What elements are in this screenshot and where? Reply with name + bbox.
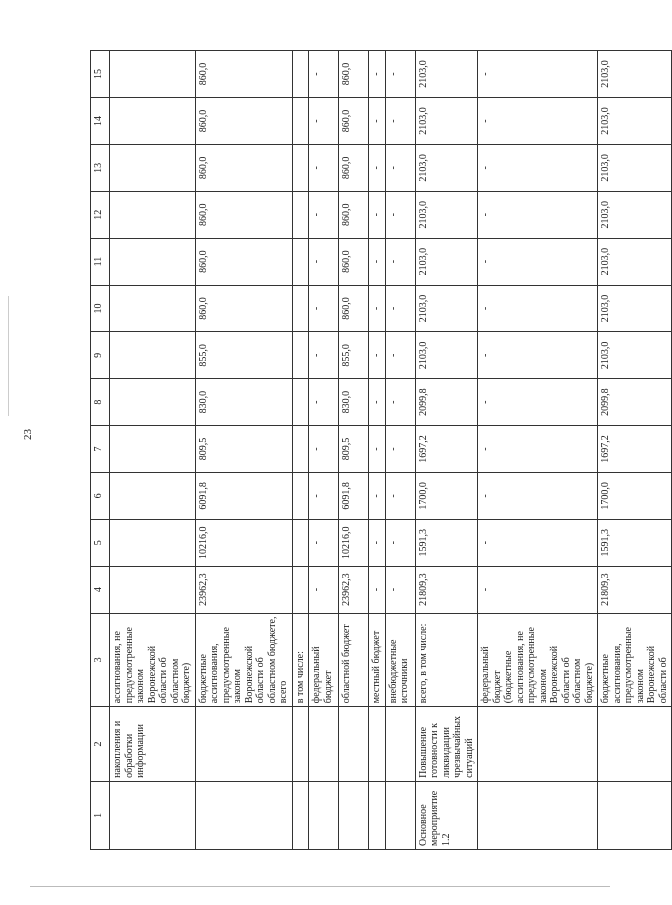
value-cell: - (478, 98, 598, 145)
column-header: 13 (91, 144, 110, 191)
value-cell: 2103,0 (415, 144, 478, 191)
value-cell: 1700,0 (598, 472, 672, 519)
value-cell: 830,0 (339, 379, 369, 426)
row-name-cell (195, 707, 292, 782)
value-cell: 2103,0 (598, 51, 672, 98)
value-cell (292, 332, 309, 379)
value-cell: - (369, 472, 386, 519)
value-cell: 860,0 (195, 191, 292, 238)
row-name-cell (309, 707, 339, 782)
value-cell: - (309, 519, 339, 566)
row-name-cell (478, 707, 598, 782)
value-cell: - (309, 285, 339, 332)
value-cell: - (309, 191, 339, 238)
value-cell: - (385, 98, 415, 145)
row-code-cell (110, 781, 196, 849)
row-code-cell (369, 781, 386, 849)
table-row (415, 51, 478, 850)
column-header: 9 (91, 332, 110, 379)
column-header: 10 (91, 285, 110, 332)
value-cell: - (369, 144, 386, 191)
value-cell: - (478, 379, 598, 426)
row-source-cell: всего, в том числе: (415, 613, 478, 707)
value-cell: 6091,8 (195, 472, 292, 519)
table-row (195, 51, 292, 850)
row-code-cell (385, 781, 415, 849)
value-cell: 2103,0 (415, 51, 478, 98)
value-cell: - (478, 191, 598, 238)
value-cell: 2103,0 (415, 98, 478, 145)
value-cell: - (369, 332, 386, 379)
value-cell: 830,0 (195, 379, 292, 426)
value-cell: - (478, 519, 598, 566)
value-cell: 2103,0 (598, 285, 672, 332)
column-header: 14 (91, 98, 110, 145)
value-cell: - (309, 426, 339, 473)
value-cell: 2103,0 (415, 191, 478, 238)
value-cell: - (369, 98, 386, 145)
table-row (598, 51, 672, 850)
row-name-cell (385, 707, 415, 782)
table-row (478, 51, 598, 850)
value-cell (292, 472, 309, 519)
value-cell (292, 426, 309, 473)
value-cell: 23962,3 (195, 566, 292, 613)
value-cell (292, 98, 309, 145)
value-cell: - (478, 426, 598, 473)
value-cell: - (309, 98, 339, 145)
value-cell: - (385, 191, 415, 238)
value-cell: - (478, 566, 598, 613)
value-cell: - (385, 285, 415, 332)
value-cell (110, 238, 196, 285)
value-cell (110, 144, 196, 191)
row-name-cell: накопления и обработки информации (110, 707, 196, 782)
value-cell: - (369, 51, 386, 98)
column-header: 8 (91, 379, 110, 426)
table-row (309, 51, 339, 850)
row-code-cell (339, 781, 369, 849)
value-cell (110, 472, 196, 519)
column-header: 15 (91, 51, 110, 98)
value-cell: - (478, 472, 598, 519)
value-cell: 860,0 (339, 98, 369, 145)
value-cell: 2103,0 (598, 238, 672, 285)
value-cell: 1700,0 (415, 472, 478, 519)
row-source-cell: внебюджетные источники (385, 613, 415, 707)
value-cell: 2103,0 (598, 191, 672, 238)
value-cell (110, 51, 196, 98)
value-cell: 860,0 (195, 238, 292, 285)
row-source-cell: федеральный бюджет (бюджетные ассигнования, не предусмотренные законом Воронежской области об областном бюджете) (478, 613, 598, 707)
row-code-cell (292, 781, 309, 849)
column-header: 4 (91, 566, 110, 613)
value-cell: 2103,0 (415, 285, 478, 332)
value-cell (292, 144, 309, 191)
value-cell (110, 285, 196, 332)
row-code-cell (309, 781, 339, 849)
column-header: 12 (91, 191, 110, 238)
page-number: 23 (22, 429, 34, 440)
row-code-cell: Основное мероприятие 1.2 (415, 781, 478, 849)
value-cell: - (385, 426, 415, 473)
value-cell: - (478, 285, 598, 332)
column-header: 5 (91, 519, 110, 566)
row-code-cell (195, 781, 292, 849)
value-cell: 860,0 (339, 144, 369, 191)
table-body (110, 51, 672, 850)
budget-table (90, 50, 672, 850)
value-cell: 855,0 (339, 332, 369, 379)
value-cell (292, 379, 309, 426)
row-name-cell (339, 707, 369, 782)
value-cell: 860,0 (195, 285, 292, 332)
table-row (369, 51, 386, 850)
row-source-cell: местный бюджет (369, 613, 386, 707)
value-cell: - (385, 238, 415, 285)
value-cell: - (385, 472, 415, 519)
value-cell: - (309, 332, 339, 379)
value-cell (292, 566, 309, 613)
value-cell: - (309, 472, 339, 519)
value-cell: 2099,8 (415, 379, 478, 426)
value-cell: 21809,3 (598, 566, 672, 613)
column-header: 1 (91, 781, 110, 849)
column-header: 3 (91, 613, 110, 707)
row-source-cell: бюджетные ассигнования, предусмотренные законом Воронежской области об областном бюджете, всего (195, 613, 292, 707)
value-cell (292, 519, 309, 566)
value-cell: 1591,3 (415, 519, 478, 566)
value-cell: 1697,2 (415, 426, 478, 473)
row-source-cell: федеральный бюджет (309, 613, 339, 707)
value-cell: - (478, 238, 598, 285)
value-cell: 2103,0 (598, 332, 672, 379)
value-cell: - (385, 144, 415, 191)
value-cell (292, 285, 309, 332)
value-cell: - (369, 519, 386, 566)
row-source-cell: ассигнования, не предусмотренные законом Воронежской области об областном бюджете) (110, 613, 196, 707)
value-cell: 6091,8 (339, 472, 369, 519)
row-code-cell (598, 781, 672, 849)
value-cell (292, 238, 309, 285)
table-row (385, 51, 415, 850)
value-cell: - (369, 285, 386, 332)
value-cell: - (369, 379, 386, 426)
value-cell: 860,0 (195, 51, 292, 98)
column-header: 6 (91, 472, 110, 519)
row-name-cell (292, 707, 309, 782)
column-header: 11 (91, 238, 110, 285)
value-cell: 860,0 (195, 144, 292, 191)
row-source-cell: бюджетные ассигнования, предусмотренные законом Воронежской области об (598, 613, 672, 707)
value-cell (110, 519, 196, 566)
value-cell: - (309, 51, 339, 98)
value-cell: - (385, 51, 415, 98)
footer-rule (30, 886, 610, 887)
value-cell: - (385, 332, 415, 379)
value-cell: - (385, 379, 415, 426)
value-cell: 809,5 (339, 426, 369, 473)
value-cell: 855,0 (195, 332, 292, 379)
value-cell: 2103,0 (598, 98, 672, 145)
value-cell: 2099,8 (598, 379, 672, 426)
value-cell (292, 191, 309, 238)
value-cell: 809,5 (195, 426, 292, 473)
row-name-cell (598, 707, 672, 782)
value-cell: 1697,2 (598, 426, 672, 473)
value-cell: 2103,0 (415, 332, 478, 379)
value-cell: 23962,3 (339, 566, 369, 613)
value-cell: - (478, 144, 598, 191)
row-code-cell (478, 781, 598, 849)
value-cell: 860,0 (339, 51, 369, 98)
row-source-cell: в том числе: (292, 613, 309, 707)
table-row (110, 51, 196, 850)
value-cell: - (369, 191, 386, 238)
value-cell: - (309, 566, 339, 613)
value-cell: - (309, 144, 339, 191)
value-cell: - (369, 566, 386, 613)
column-header: 2 (91, 707, 110, 782)
value-cell (110, 566, 196, 613)
column-header: 7 (91, 426, 110, 473)
value-cell (110, 426, 196, 473)
value-cell (110, 332, 196, 379)
value-cell: - (309, 379, 339, 426)
table-header-row (91, 51, 110, 850)
value-cell: 860,0 (339, 238, 369, 285)
table-row (292, 51, 309, 850)
value-cell: - (369, 238, 386, 285)
value-cell: - (369, 426, 386, 473)
value-cell (110, 191, 196, 238)
value-cell (110, 98, 196, 145)
value-cell: - (385, 566, 415, 613)
value-cell: - (309, 238, 339, 285)
value-cell: 10216,0 (195, 519, 292, 566)
value-cell: - (478, 51, 598, 98)
value-cell: 860,0 (339, 285, 369, 332)
value-cell (110, 379, 196, 426)
value-cell: 2103,0 (415, 238, 478, 285)
table-row (339, 51, 369, 850)
value-cell (292, 51, 309, 98)
value-cell: - (385, 519, 415, 566)
row-source-cell: областной бюджет (339, 613, 369, 707)
value-cell: 860,0 (195, 98, 292, 145)
value-cell: 860,0 (339, 191, 369, 238)
value-cell: 10216,0 (339, 519, 369, 566)
value-cell: 21809,3 (415, 566, 478, 613)
value-cell: 1591,3 (598, 519, 672, 566)
rotated-table-container (90, 50, 669, 850)
row-name-cell: Повышение готовности к ликвидации чрезвычайных ситуаций (415, 707, 478, 782)
value-cell: 2103,0 (598, 144, 672, 191)
value-cell: - (478, 332, 598, 379)
row-name-cell (369, 707, 386, 782)
